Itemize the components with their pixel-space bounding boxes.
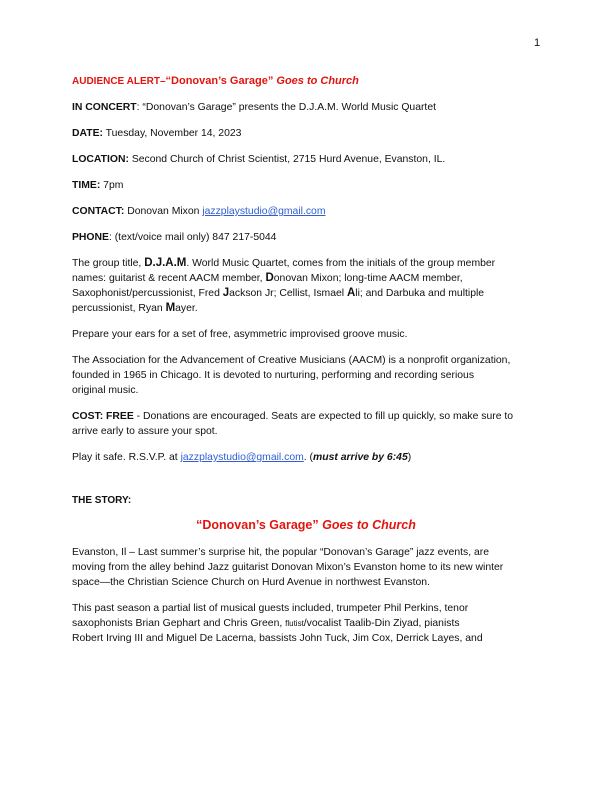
text-span: - Donations are encouraged. Seats are expected to fill up quickly, so make sure to — [133, 411, 514, 422]
djam-bold: D.J.A.M — [144, 257, 187, 269]
alert-label: AUDIENCE ALERT– — [72, 76, 166, 87]
date-label: DATE: — [72, 128, 103, 139]
text-span: saxophonists Brian Gephart and Chris Green, — [72, 618, 286, 629]
in-concert-value: : “Donovan’s Garage” presents the D.J.A.M. World Music Quartet — [136, 102, 436, 113]
story-p2-line-2 — [72, 616, 540, 631]
text-span: . ( — [303, 452, 313, 463]
story-heading: THE STORY: — [72, 495, 132, 506]
alert-title-italic: Goes to Church — [273, 75, 359, 87]
date-line — [72, 126, 540, 141]
text-span: names: guitarist & recent AACM member, — [72, 273, 266, 284]
location-value: Second Church of Christ Scientist, 2715 Hurd Avenue, Evanston, IL. — [128, 154, 446, 165]
page-number: 1 — [534, 37, 541, 49]
text-span: Saxophonist/percussionist, Fred — [72, 288, 223, 299]
group-line-4 — [72, 301, 540, 316]
text-span: onovan Mixon; long-time AACM member, — [273, 273, 463, 284]
story-p1-line-2: moving from the alley behind Jazz guitarist Donovan Mixon’s Evanston home to its new winter — [72, 562, 504, 573]
flutist-small: flutist — [285, 619, 304, 628]
in-concert-line — [72, 100, 540, 115]
time-line — [72, 178, 540, 193]
contact-label: CONTACT: — [72, 206, 125, 217]
group-title-paragraph — [72, 256, 540, 316]
date-value: Tuesday, November 14, 2023 — [102, 128, 242, 139]
prepare-paragraph: Prepare your ears for a set of free, asymmetric improvised groove music. — [72, 329, 408, 340]
rsvp-line — [72, 450, 540, 465]
group-line-2 — [72, 271, 540, 286]
location-label: LOCATION: — [72, 154, 129, 165]
text-span: /vocalist Taalib-Din Ziyad, pianists — [303, 618, 460, 629]
initial-j: J — [222, 287, 230, 299]
time-value: 7pm — [100, 180, 124, 191]
text-span: Play it safe. R.S.V.P. at — [72, 452, 181, 463]
text-span: ackson Jr; Cellist, Ismael — [229, 288, 347, 299]
aacm-line-1: The Association for the Advancement of Creative Musicians (AACM) is a nonprofit organization, — [72, 355, 511, 366]
alert-title-quoted: “Donovan’s Garage” — [165, 75, 274, 87]
rsvp-email-link[interactable]: jazzplaystudio@gmail.com — [180, 452, 304, 463]
group-line-1 — [72, 256, 540, 271]
text-span: . World Music Quartet, comes from the initials of the group member — [186, 258, 496, 269]
aacm-paragraph — [72, 353, 540, 398]
story-paragraph-1 — [72, 545, 540, 590]
in-concert-label: IN CONCERT — [72, 102, 137, 113]
audience-alert-heading — [72, 74, 540, 89]
story-p2-line-1: This past season a partial list of musical guests included, trumpeter Phil Perkins, tenor — [72, 603, 469, 614]
story-p1-line-3: space—the Christian Science Church on Hurd Avenue in northwest Evanston. — [72, 577, 430, 588]
phone-label: PHONE — [72, 232, 109, 243]
cost-line-1 — [72, 409, 540, 424]
text-span: ayer. — [175, 303, 198, 314]
text-span: li; and Darbuka and multiple — [355, 288, 485, 299]
phone-value: : (text/voice mail only) 847 217-5044 — [108, 232, 277, 243]
story-p2-line-3: Robert Irving III and Miguel De Lacerna, bassists John Tuck, Jim Cox, Derrick Layes, and — [72, 633, 483, 644]
contact-name: Donovan Mixon — [124, 206, 203, 217]
cost-label: COST: FREE — [72, 411, 134, 422]
time-label: TIME: — [72, 180, 101, 191]
story-paragraph-2 — [72, 601, 540, 646]
cost-line-2: arrive early to assure your spot. — [72, 426, 218, 437]
document-body — [72, 74, 540, 657]
story-title-quoted: “Donovan’s Garage” — [196, 518, 319, 532]
phone-line — [72, 230, 540, 245]
story-title — [72, 518, 540, 533]
text-span: percussionist, Ryan — [72, 303, 166, 314]
text-span: ) — [407, 452, 412, 463]
cost-paragraph — [72, 409, 540, 439]
location-line — [72, 152, 540, 167]
aacm-line-3: original music. — [72, 385, 139, 396]
group-line-3 — [72, 286, 540, 301]
initial-a: A — [346, 287, 356, 299]
arrival-note: must arrive by 6:45 — [313, 452, 408, 463]
contact-line — [72, 204, 540, 219]
text-span: The group title, — [72, 258, 145, 269]
aacm-line-2: founded in 1965 in Chicago. It is devoted to nurturing, performing and recording serious — [72, 370, 475, 381]
initial-d: D — [265, 272, 274, 284]
story-p1-line-1: Evanston, Il – Last summer’s surprise hit, the popular “Donovan’s Garage” jazz events, are — [72, 547, 489, 558]
initial-m: M — [165, 302, 176, 314]
contact-email-link[interactable]: jazzplaystudio@gmail.com — [202, 206, 326, 217]
story-title-italic: Goes to Church — [318, 518, 416, 532]
